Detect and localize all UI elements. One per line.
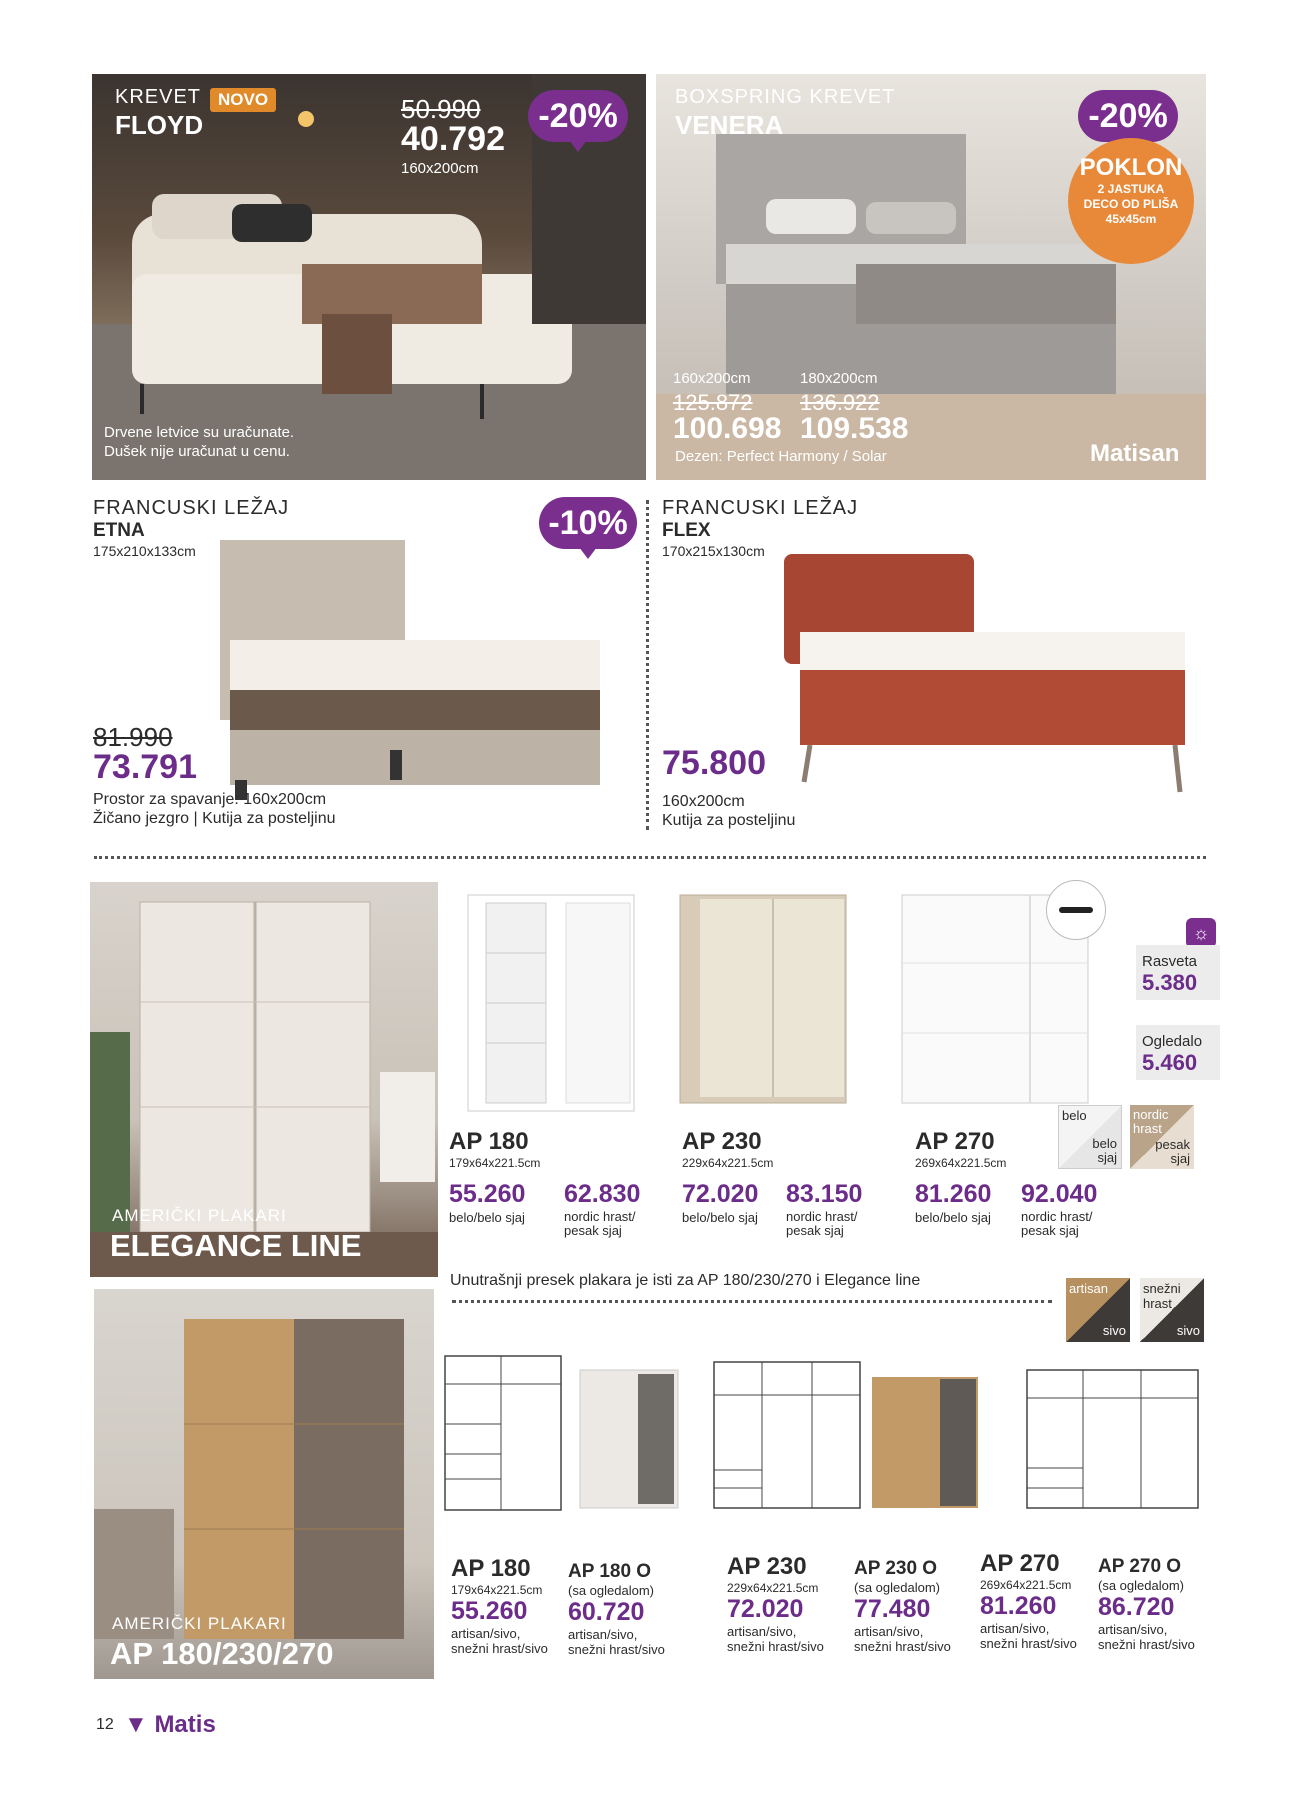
item-price-2: 83.150 — [786, 1180, 863, 1208]
note-divider — [452, 1300, 1052, 1303]
venera-old-price-1: 125.872 — [673, 390, 753, 415]
etna-type: FRANCUSKI LEŽAJ — [93, 497, 290, 519]
item-color-1: artisan/sivo, — [980, 1621, 1050, 1636]
ap180-white-illustration — [466, 893, 636, 1113]
matis-logo — [124, 1711, 216, 1739]
etna-old-price: 81.990 — [93, 722, 173, 752]
floyd-note-2: Dušek nije uračunat u cenu. — [104, 443, 290, 460]
item-name: AP 270 — [980, 1550, 1060, 1577]
item-name: AP 180 — [451, 1555, 531, 1582]
rasveta-price: 5.380 — [1142, 970, 1198, 995]
venera-price-2: 109.538 — [800, 412, 909, 445]
elegance-type: AMERIČKI PLAKARI — [112, 1206, 287, 1225]
item-color-2 — [786, 1210, 858, 1238]
ap-item-3 — [727, 1553, 824, 1654]
item-price-1: 72.020 — [682, 1180, 759, 1208]
section-divider — [94, 856, 1206, 859]
column-divider — [646, 500, 649, 830]
etna-info-1: Prostor za spavanje: 160x200cm — [93, 791, 327, 808]
floyd-size: 160x200cm — [401, 160, 479, 177]
flex-bed-illustration — [780, 552, 1200, 802]
lightbulb-icon: ☼ — [1186, 918, 1216, 948]
etna-bed-illustration — [215, 540, 610, 805]
poklon-line-3: 45x45cm — [1105, 212, 1157, 226]
poklon-badge — [1068, 138, 1194, 264]
item-name: AP 230 — [682, 1128, 762, 1155]
ap-item-5 — [980, 1550, 1077, 1651]
elegance-item-ap230 — [682, 1128, 932, 1238]
ap270-outline-illustration — [1025, 1368, 1200, 1510]
etna-info-2: Žičano jezgro | Kutija za posteljinu — [93, 810, 336, 827]
flex-type: FRANCUSKI LEŽAJ — [662, 497, 859, 519]
elegance-name: ELEGANCE LINE — [110, 1228, 362, 1263]
interior-note: Unutrašnji presek plakara je isti za AP 180/230/270 i Elegance line — [450, 1272, 921, 1289]
item-color-1: belo/belo sjaj — [449, 1210, 525, 1225]
item-dims: 229x64x221.5cm — [682, 1156, 774, 1170]
item-color-2 — [564, 1210, 636, 1238]
ogledalo-price: 5.460 — [1142, 1050, 1198, 1075]
page-number: 12 — [96, 1716, 114, 1733]
ap230o-illustration — [870, 1375, 980, 1510]
ap-name: AP 180/230/270 — [110, 1636, 334, 1671]
swatch-snezni-top-1: snežni — [1143, 1281, 1181, 1296]
matis-logo-mark: ▼ — [124, 1711, 148, 1738]
rasveta-label: Rasveta — [1142, 953, 1198, 970]
item-price: 55.260 — [451, 1597, 528, 1625]
poklon-line-2: DECO OD PLIŠA — [1083, 197, 1179, 211]
floyd-price: 40.792 — [401, 120, 505, 158]
swatch-nordic-bot-1: pesak — [1155, 1137, 1190, 1152]
item-color-1: artisan/sivo, — [451, 1626, 521, 1641]
ogledalo-label: Ogledalo — [1142, 1033, 1203, 1050]
floyd-note-1: Drvene letvice su uračunate. — [104, 424, 295, 441]
item-price-2: 92.040 — [1021, 1180, 1098, 1208]
item-name: AP 270 — [915, 1128, 995, 1155]
item-sub: (sa ogledalom) — [1098, 1578, 1184, 1593]
item-price-2: 62.830 — [564, 1180, 641, 1208]
etna-info — [93, 790, 336, 828]
flex-info-2: Kutija za posteljinu — [662, 812, 796, 829]
ap180o-illustration — [578, 1368, 680, 1510]
item-price-1: 81.260 — [915, 1180, 992, 1208]
item-color-1: belo/belo sjaj — [915, 1210, 991, 1225]
item-sub: 179x64x221.5cm — [451, 1583, 543, 1597]
item-color-2: snežni hrast/sivo — [451, 1641, 548, 1656]
floyd-discount-badge: -20% — [528, 90, 628, 142]
venera-type: BOXSPRING KREVET — [675, 86, 896, 108]
item-name: AP 230 — [727, 1553, 807, 1580]
item-color-2: snežni hrast/sivo — [1098, 1637, 1195, 1652]
swatch-nordic-top-2: hrast — [1133, 1121, 1162, 1136]
item-dims: 179x64x221.5cm — [449, 1156, 541, 1170]
item-price: 77.480 — [854, 1595, 931, 1623]
flex-price: 75.800 — [662, 744, 766, 782]
ap-item-6 — [1098, 1556, 1195, 1652]
poklon-line-1: 2 JASTUKA — [1097, 182, 1165, 196]
rasveta-box — [1136, 945, 1220, 1000]
flex-name: FLEX — [662, 520, 711, 541]
floyd-name: FLOYD — [115, 110, 204, 140]
item-color-1: artisan/sivo, — [568, 1627, 638, 1642]
swatch-artisan-top: artisan — [1069, 1281, 1109, 1296]
flex-dims: 170x215x130cm — [662, 543, 765, 559]
item-sub: 229x64x221.5cm — [727, 1581, 819, 1595]
ogledalo-box — [1136, 1025, 1220, 1080]
item-color-2 — [1021, 1210, 1093, 1238]
item-sub: 269x64x221.5cm — [980, 1578, 1072, 1592]
swatch-artisan-bot: sivo — [1102, 1323, 1126, 1338]
swatch-snezni-top-2: hrast — [1143, 1296, 1172, 1311]
matisan-logo: Matisan — [1090, 440, 1180, 467]
floyd-old-price: 50.990 — [401, 94, 481, 124]
item-dims: 269x64x221.5cm — [915, 1156, 1007, 1170]
item-color-2: snežni hrast/sivo — [854, 1639, 951, 1654]
item-price-1: 55.260 — [449, 1180, 526, 1208]
item-name: AP 270 O — [1098, 1556, 1182, 1577]
item-color-1: artisan/sivo, — [727, 1624, 797, 1639]
swatch-artisan — [1066, 1278, 1130, 1342]
flex-info-1: 160x200cm — [662, 793, 745, 810]
novo-badge: NOVO — [210, 88, 276, 112]
swatch-belo-top: belo — [1062, 1108, 1087, 1123]
venera-price-1: 100.698 — [673, 412, 782, 445]
ap230-outline-illustration — [712, 1360, 862, 1510]
item-sub: (sa ogledalom) — [568, 1583, 654, 1598]
item-name: AP 180 — [449, 1128, 529, 1155]
etna-discount-badge: -10% — [539, 497, 637, 549]
etna-price: 73.791 — [93, 748, 197, 786]
floyd-notes — [104, 423, 294, 461]
item-name: AP 230 O — [854, 1558, 938, 1579]
item-color-1: artisan/sivo, — [854, 1624, 924, 1639]
ap-item-1 — [451, 1555, 548, 1656]
ap180-outline-illustration — [443, 1354, 563, 1512]
item-color-2a: nordic hrast/ — [1021, 1209, 1093, 1224]
item-color-1: artisan/sivo, — [1098, 1622, 1168, 1637]
swatch-belo-bot-1: belo — [1092, 1136, 1117, 1151]
item-color-1: belo/belo sjaj — [682, 1210, 758, 1225]
swatch-nordic-bot-2: sjaj — [1170, 1151, 1190, 1166]
swatch-snezni-bot: sivo — [1176, 1323, 1200, 1338]
swatch-belo-bot-2: sjaj — [1097, 1150, 1117, 1165]
item-color-2a: nordic hrast/ — [564, 1209, 636, 1224]
etna-dims: 175x210x133cm — [93, 543, 196, 559]
item-name: AP 180 O — [568, 1561, 652, 1582]
floyd-type: KREVET — [115, 86, 202, 108]
item-price: 60.720 — [568, 1598, 645, 1626]
item-color-2: snežni hrast/sivo — [568, 1642, 665, 1657]
ap230-sand-illustration — [678, 893, 848, 1105]
ap-item-2 — [568, 1561, 665, 1657]
elegance-item-ap270 — [915, 1128, 1165, 1238]
item-color-2a: nordic hrast/ — [786, 1209, 858, 1224]
lamp-zoom-circle — [1046, 880, 1106, 940]
venera-discount-badge: -20% — [1078, 90, 1178, 142]
poklon-title: POKLON — [1079, 154, 1183, 181]
flex-info — [662, 792, 795, 830]
venera-old-price-2: 136.922 — [800, 390, 880, 415]
venera-fabric: Dezen: Perfect Harmony / Solar — [675, 448, 887, 465]
venera-size-1: 160x200cm — [673, 370, 751, 387]
item-price: 72.020 — [727, 1595, 804, 1623]
ap-type: AMERIČKI PLAKARI — [112, 1614, 287, 1633]
ap-item-4 — [854, 1558, 951, 1654]
item-color-2: snežni hrast/sivo — [980, 1636, 1077, 1651]
elegance-item-ap180 — [449, 1128, 699, 1238]
swatch-snezni — [1140, 1278, 1204, 1342]
matis-logo-text: Matis — [154, 1711, 216, 1738]
item-color-2b: pesak sjaj — [786, 1223, 844, 1238]
item-sub: (sa ogledalom) — [854, 1580, 940, 1595]
venera-size-2: 180x200cm — [800, 370, 878, 387]
item-color-2b: pesak sjaj — [564, 1223, 622, 1238]
item-color-2b: pesak sjaj — [1021, 1223, 1079, 1238]
swatch-nordic-top-1: nordic — [1133, 1107, 1169, 1122]
item-color-2: snežni hrast/sivo — [727, 1639, 824, 1654]
item-price: 86.720 — [1098, 1593, 1175, 1621]
etna-name: ETNA — [93, 520, 145, 541]
venera-name: VENERA — [675, 110, 784, 140]
item-price: 81.260 — [980, 1592, 1057, 1620]
